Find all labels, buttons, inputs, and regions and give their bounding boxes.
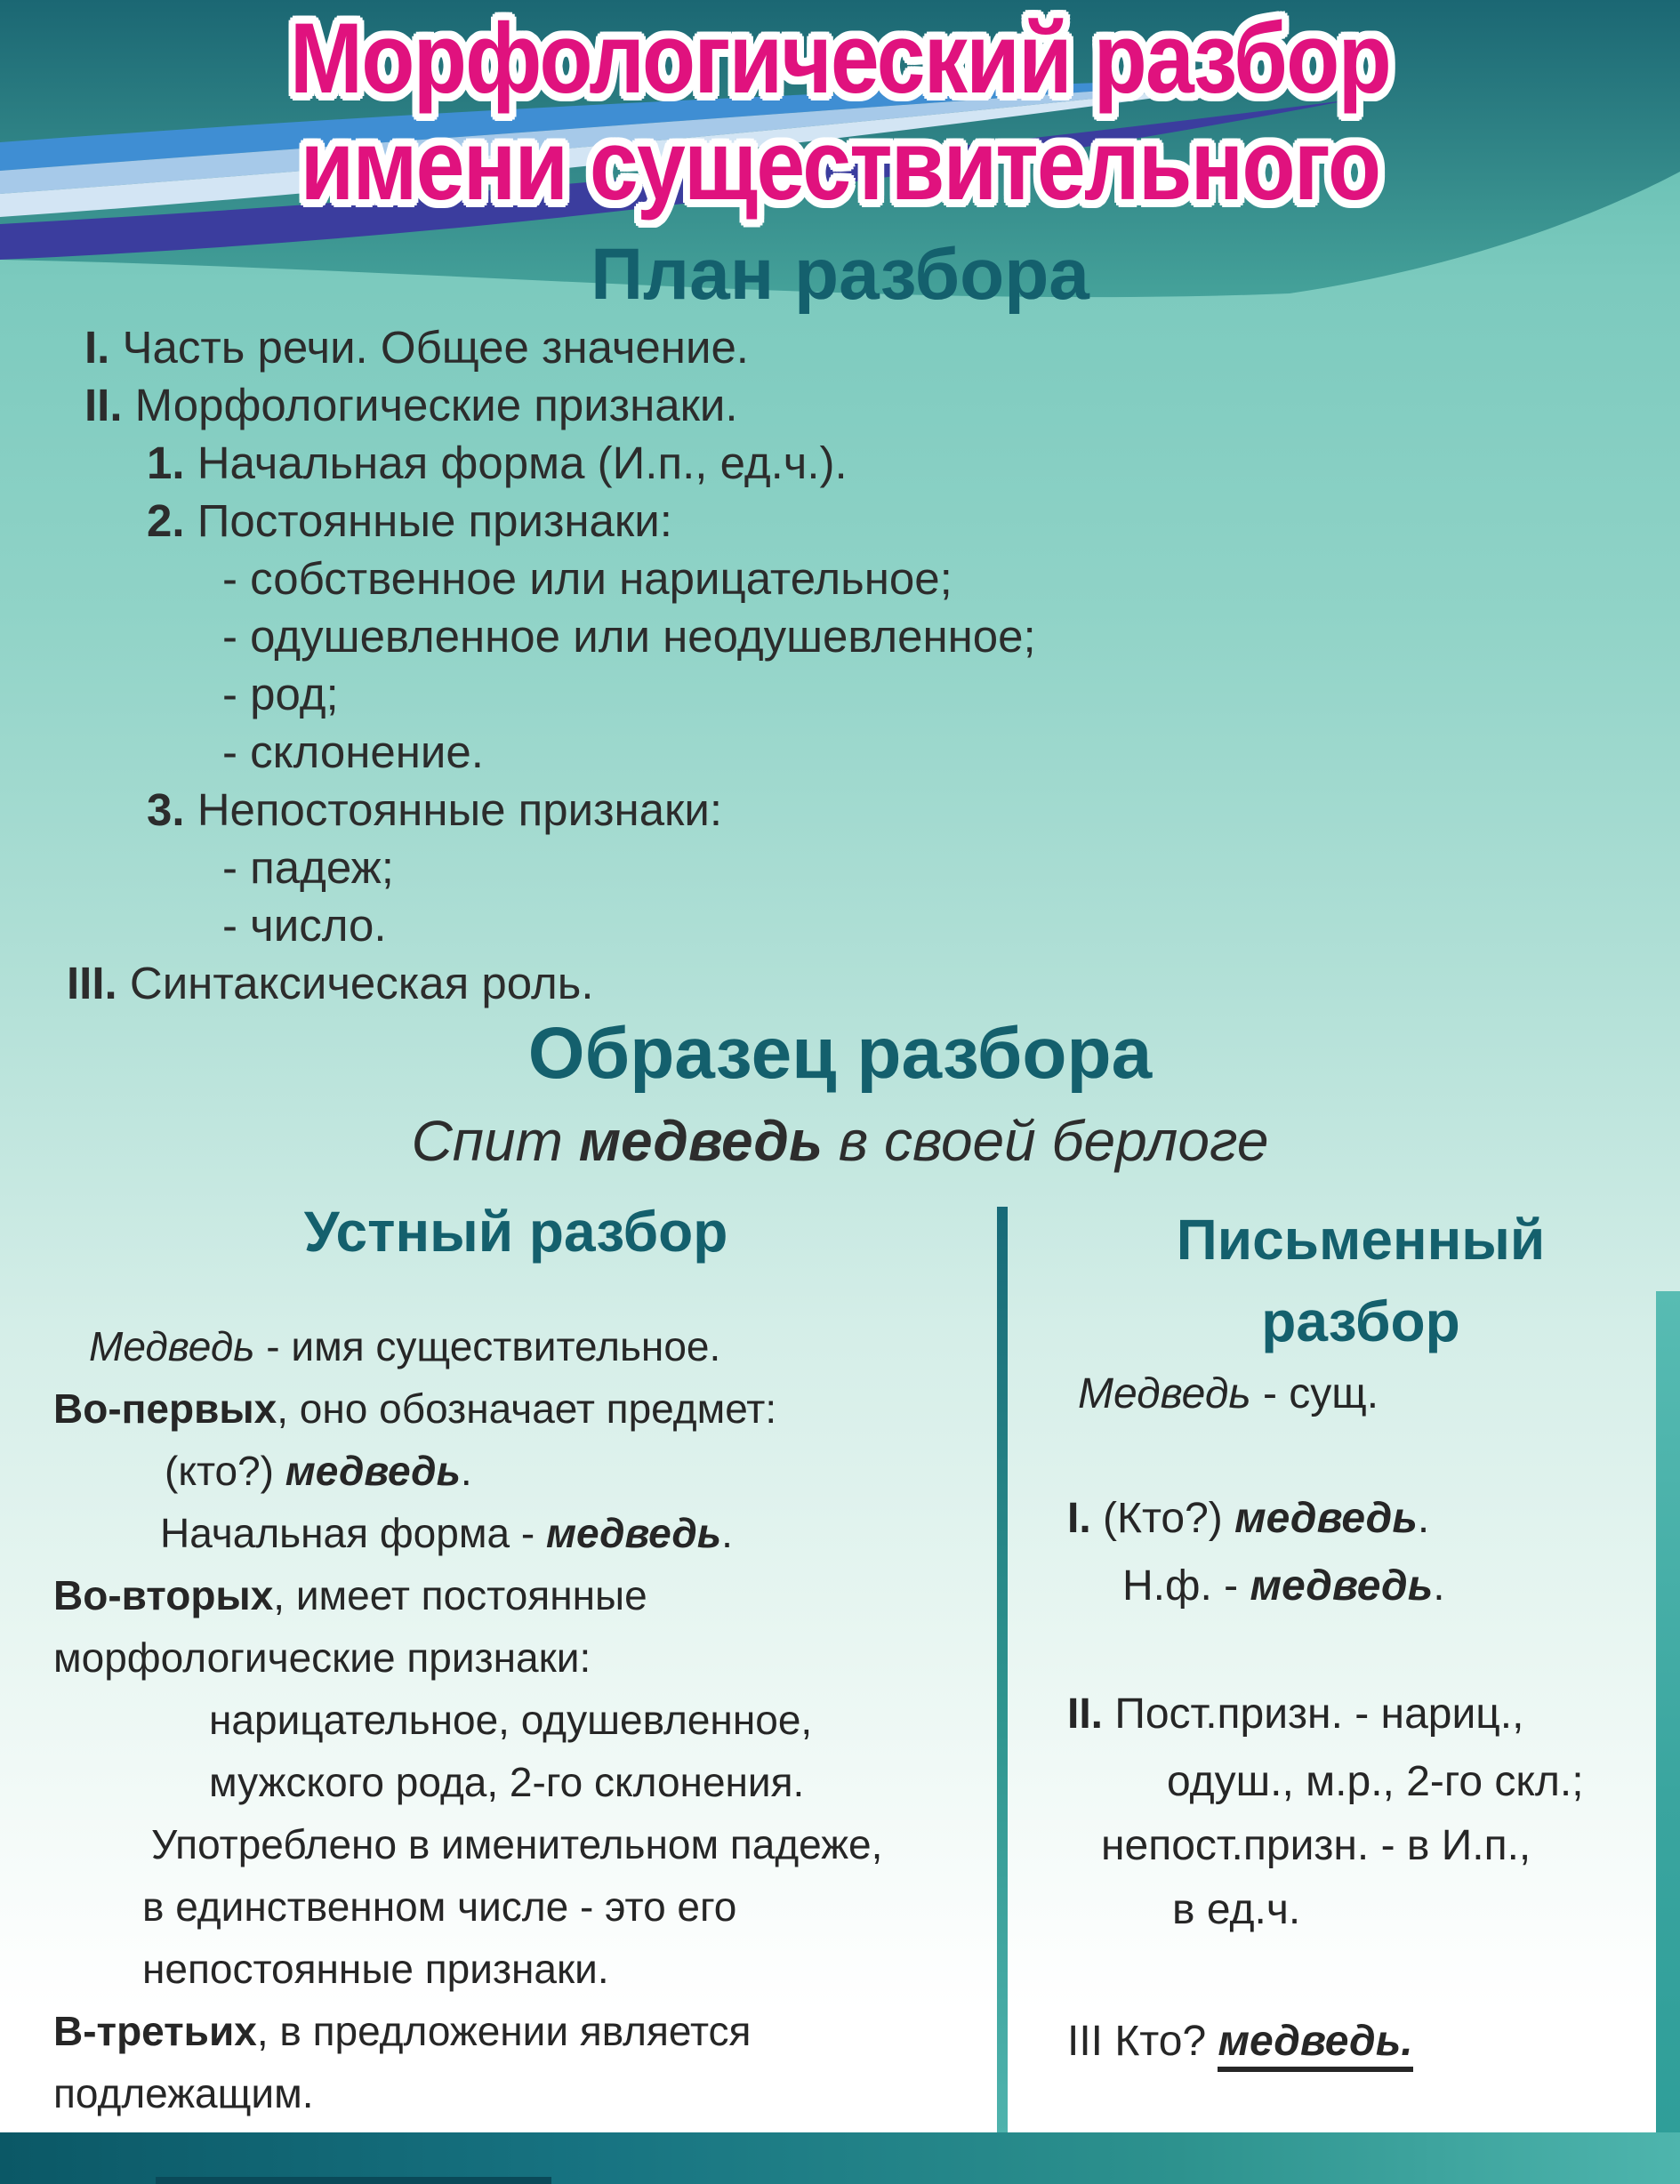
oral-line: непостоянные признаки. [142, 1946, 609, 1992]
oral-heading: Устный разбор [303, 1200, 728, 1264]
written-heading-line2: разбор [1261, 1289, 1460, 1353]
plan-item: - собственное или нарицательное; [222, 553, 953, 604]
plan-item: - род; [222, 669, 339, 719]
sentence-keyword: медведь [578, 1109, 823, 1173]
sentence-post: в своей берлоге [822, 1109, 1269, 1173]
plan-heading: План разбора [591, 234, 1089, 315]
written-line: одуш., м.р., 2-го скл.; [1167, 1758, 1584, 1805]
poster-title [0, 5, 1680, 219]
sentence-pre: Спит [411, 1109, 579, 1173]
oral-line: Употреблено в именительном падеже, [151, 1821, 883, 1867]
plan-item: II. Морфологические признаки. [84, 380, 738, 430]
right-edge-band [1656, 1291, 1680, 2132]
oral-line: В-третьих, в предложении является [53, 2008, 752, 2054]
column-divider [997, 1207, 1008, 2132]
plan-item: III. Синтаксическая роль. [67, 958, 594, 1008]
oral-line: Медведь - имя существительное. [89, 1323, 721, 1369]
oral-line: Во-первых, оно обозначает предмет: [53, 1385, 777, 1432]
plan-item: I. Часть речи. Общее значение. [84, 322, 749, 373]
oral-line: морфологические признаки: [53, 1634, 591, 1681]
plan-item: 3. Непостоянные признаки: [147, 784, 723, 835]
plan-item: 1. Начальная форма (И.п., ед.ч.). [147, 438, 848, 488]
plan-item: 2. Постоянные признаки: [147, 495, 672, 546]
oral-line: подлежащим. [53, 2070, 314, 2116]
oral-line: Во-вторых, имеет постоянные [53, 1572, 647, 1618]
written-line: Медведь - сущ. [1078, 1370, 1379, 1417]
oral-line: в единственном числе - это его [142, 1883, 737, 1930]
poster-title-line1: Морфологический разбор [289, 3, 1391, 114]
written-heading-line1: Письменный [1176, 1208, 1546, 1272]
plan-item: - падеж; [222, 842, 394, 893]
plan-item: - число. [222, 900, 387, 951]
written-line: в ед.ч. [1172, 1886, 1301, 1933]
written-heading [1058, 1199, 1663, 1362]
sample-heading: Образец разбора [527, 1013, 1153, 1094]
oral-column [53, 1315, 987, 2124]
written-line: II. Пост.призн. - нариц., [1067, 1690, 1524, 1738]
poster-title-line2: имени существительного [300, 109, 1380, 221]
plan-item: - одушевленное или неодушевленное; [222, 611, 1036, 662]
sample-sentence [0, 1108, 1680, 1174]
oral-line: (кто?) медведь. [165, 1448, 472, 1494]
bottom-dark-strip [156, 2177, 551, 2184]
oral-line: нарицательное, одушевленное, [209, 1697, 813, 1743]
plan-list [67, 318, 1579, 1012]
oral-line: мужского рода, 2-го склонения. [209, 1759, 805, 1805]
written-line: непост.призн. - в И.п., [1101, 1822, 1531, 1869]
oral-line: Начальная форма - медведь. [160, 1510, 733, 1556]
plan-item: - склонение. [222, 727, 484, 777]
written-line: Н.ф. - медведь. [1122, 1562, 1445, 1610]
written-line: III Кто? медведь. [1067, 2017, 1413, 2066]
written-line: I. (Кто?) медведь. [1067, 1495, 1430, 1542]
